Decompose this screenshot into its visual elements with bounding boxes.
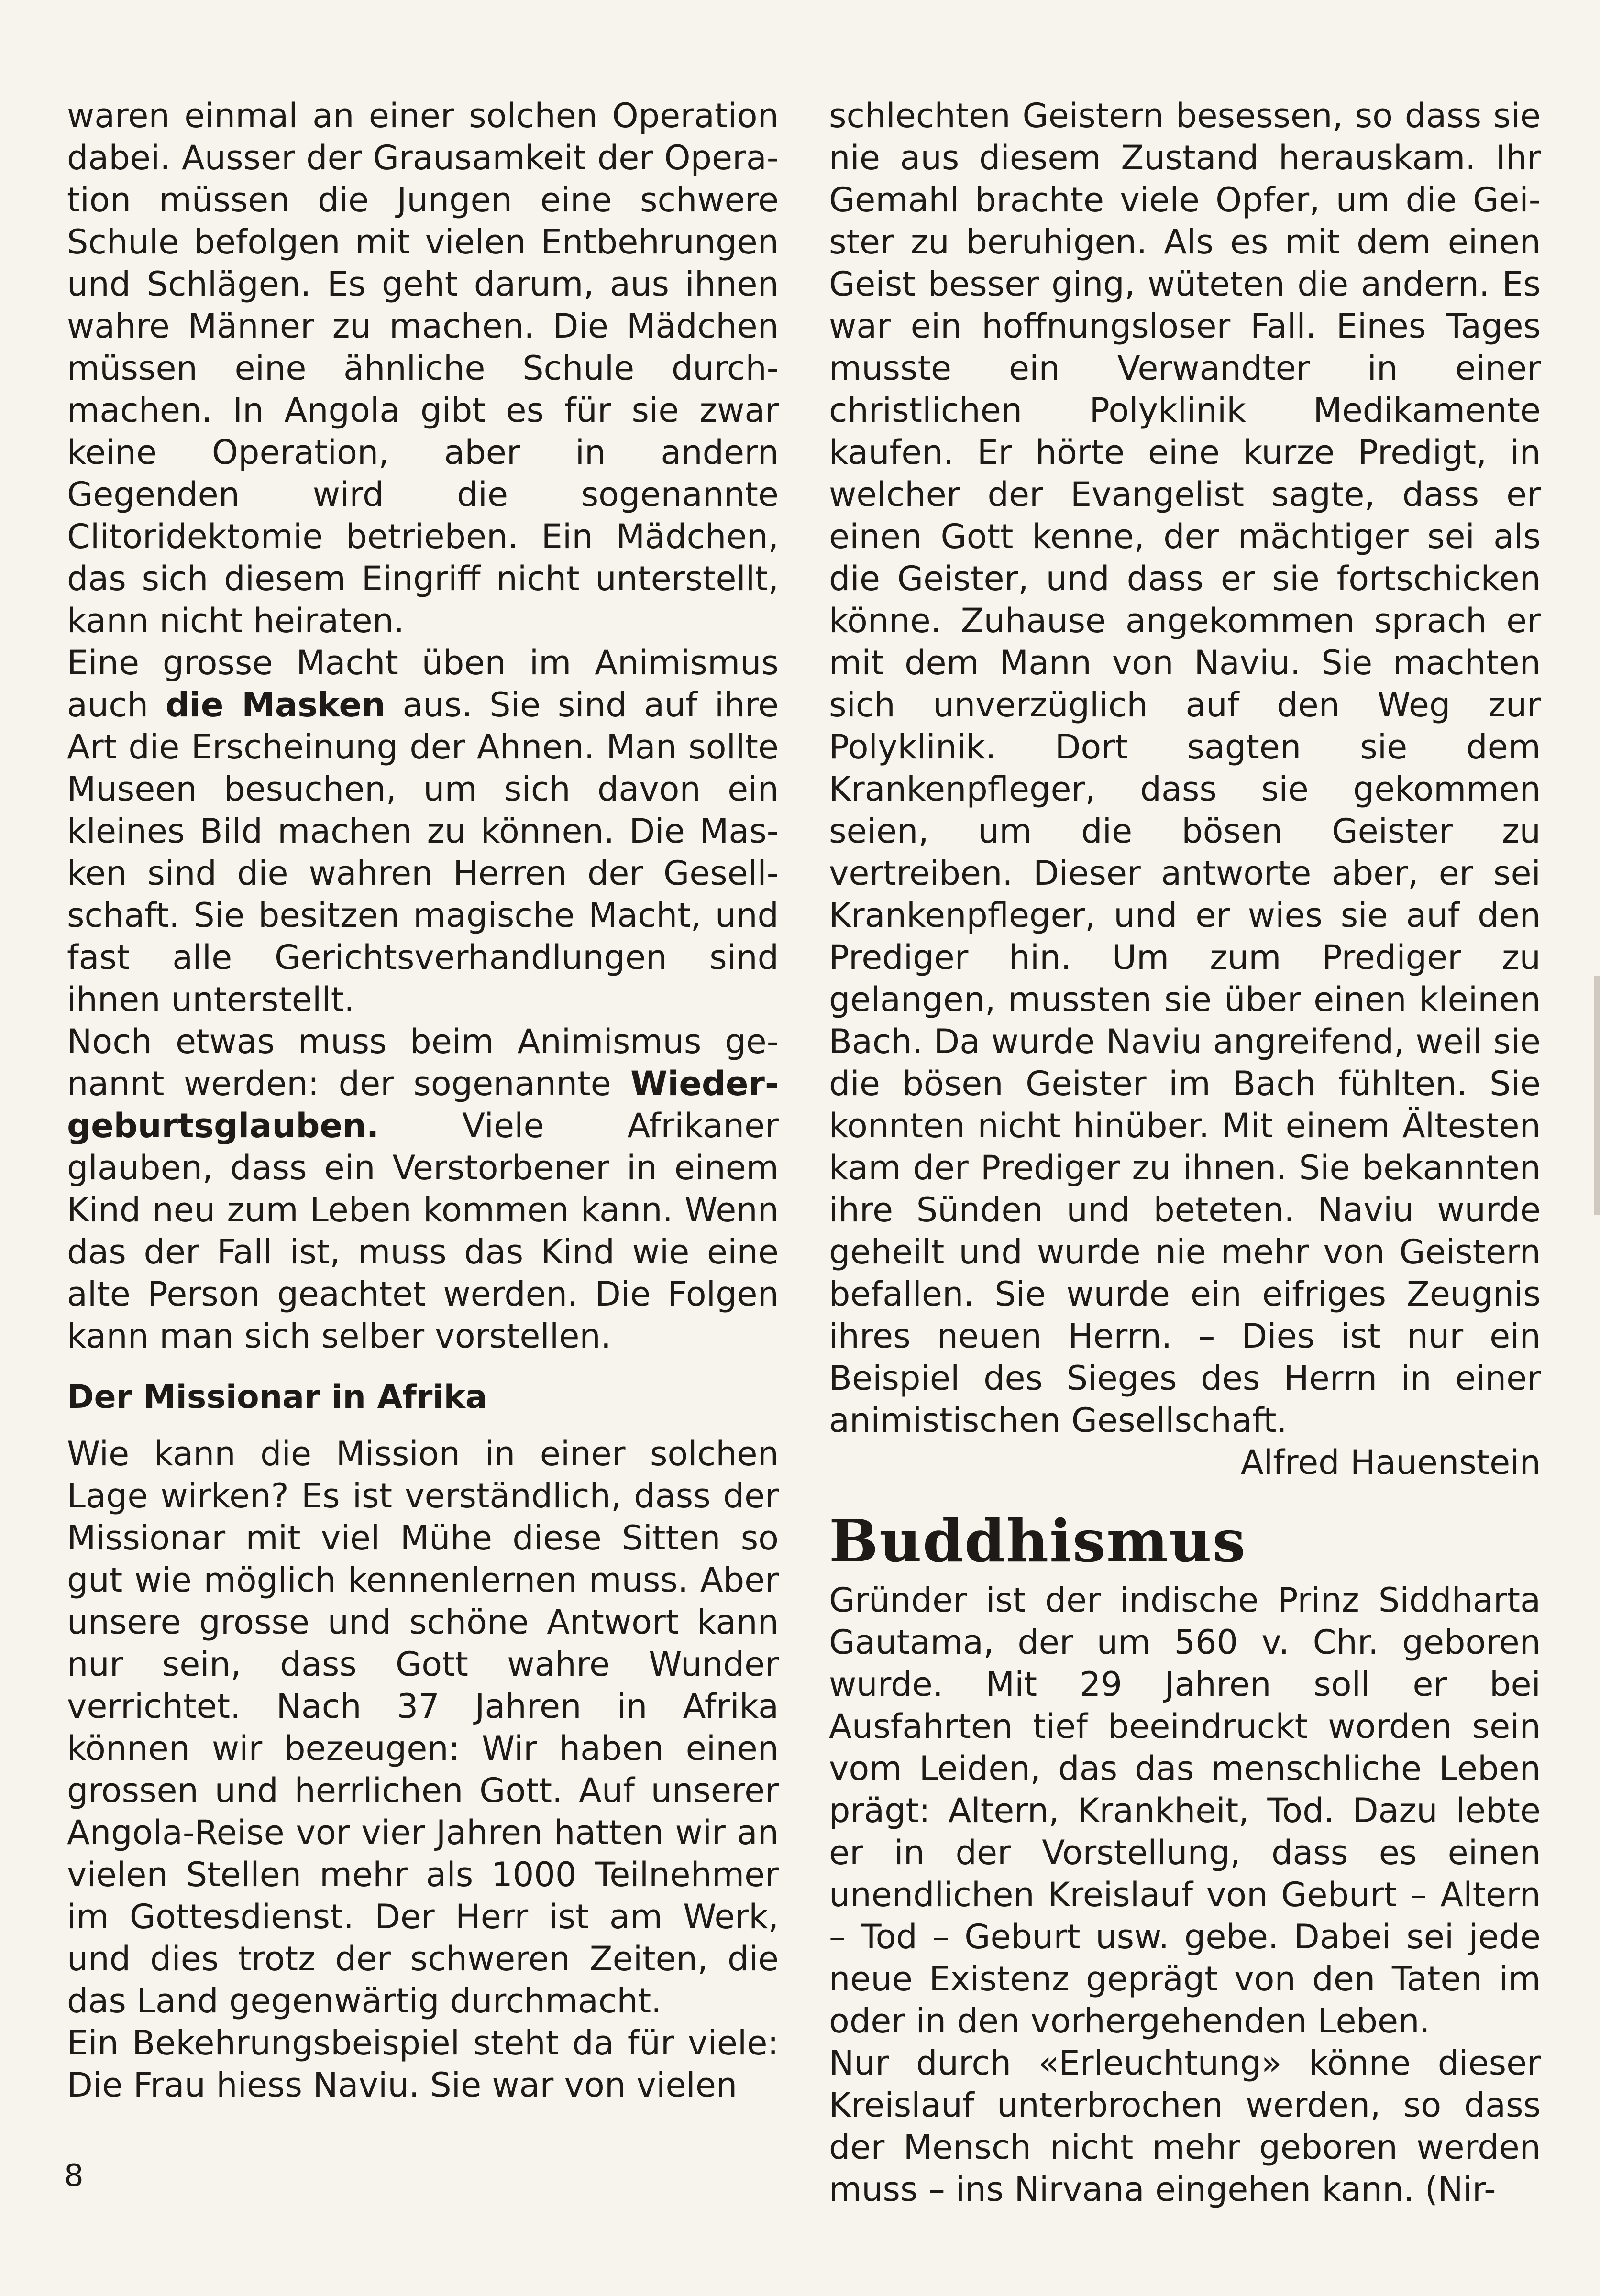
rebirth-term: Wiedergeburtsglauben.	[67, 1064, 779, 1145]
page-edge-shadow	[1594, 976, 1600, 1215]
example-paragraph-continued: schlechten Geistern besessen, so dass sie nie aus diesem Zustand herauskam. Ihr Gemahl brachte viele Opfer, um die Geister zu beruhigen. Als es mit dem einen Geist besser ging, wüteten die andern. Es war ein hoffnungsloser Fall. Eines Tages musste ein Verwandter in einer christlichen Polyklinik Medikamente kaufen. Er hörte eine kurze Predigt, in welcher der Evangelist sagte, dass er einen Gott kenne, der mächtiger sei als die Geister, und dass er sie fortschicken könne. Zuhause angekommen sprach er mit dem Mann von Naviu. Sie machten sich unverzüglich auf den Weg zur Polyklinik. Dort sagten sie dem Krankenpfleger, dass sie gekommen seien, um die bösen Geister zu vertreiben. Dieser antworte aber, er sei Krankenpfleger, und er wies sie auf den Prediger hin. Um zum Prediger zu gelangen, mussten sie über einen kleinen Bach. Da wurde Naviu angreifend, weil sie die bösen Geister im Bach fühlten. Sie konnten nicht hinüber. Mit einem Ältesten kam der Prediger zu ihnen. Sie bekannten ihre Sünden und beteten. Naviu wurde geheilt und wurde nie mehr von Geistern befallen. Sie wurde ein eifriges Zeugnis ihres neuen Herrn. – Dies ist nur ein Beispiel des Sieges des Herrn in einer animistischen Gesellschaft.	[829, 96, 1541, 1440]
left-column	[67, 95, 779, 2106]
author-signature: Alfred Hauenstein	[1240, 1443, 1541, 1482]
masks-text-post: aus. Sie sind auf ihre Art die Erscheinung der Ahnen. Man sollte Museen besuchen, um sich davon ein kleines Bild machen zu können. Die Masken sind die wahren Herren der Gesellschaft. Sie besitzen magische Macht, und fast alle Gerichtsverhandlungen sind ihnen unterstellt.	[67, 685, 779, 1019]
masks-text-pre: Eine grosse Macht üben im Animismus auch	[67, 643, 779, 725]
right-column	[829, 95, 1541, 2210]
mission-paragraph: Wie kann die Mission in einer solchen Lage wirken? Es ist verständlich, dass der Missionar mit viel Mühe diese Sitten so gut wie möglich kennenlernen muss. Aber unsere grosse und schöne Antwort kann nur sein, dass Gott wahre Wunder verrichtet. Nach 37 Jahren in Afrika können wir bezeugen: Wir haben einen grossen und herrlichen Gott. Auf unserer Angola-Reise vor vier Jahren hatten wir an vielen Stellen mehr als 1000 Teilnehmer im Gottesdienst. Der Herr ist am Werk, und dies trotz der schweren Zeiten, die das Land gegenwärtig durchmacht.	[67, 1434, 779, 2021]
rebirth-text-post: Viele Afrikaner glauben, dass ein Verstorbener in einem Kind neu zum Leben kommen kann. Wenn das der Fall ist, muss das Kind wie eine alte Person geachtet werden. Die Folgen kann man sich selber vorstellen.	[67, 1106, 779, 1356]
nirvana-paragraph: Nur durch «Erleuchtung» könne dieser Kreislauf unterbrochen werden, so dass der Mensch nicht mehr geboren werden muss – ins Nirvana eingehen kann. (Nir-	[829, 2043, 1541, 2209]
masks-paragraph	[67, 642, 779, 1021]
rebirth-paragraph	[67, 1021, 779, 1357]
buddhism-paragraph: Gründer ist der indische Prinz Siddharta Gautama, der um 560 v. Chr. geboren wurde. Mit 29 Jahren soll er bei Ausfahrten tief beeindruckt worden sein vom Leiden, das das menschliche Leben prägt: Altern, Krankheit, Tod. Dazu lebte er in der Vorstellung, dass es einen unendlichen Kreislauf von Geburt – Altern – Tod – Geburt usw. gebe. Dabei sei jede neue Existenz geprägt von den Taten im oder in den vorhergehenden Leben.	[829, 1581, 1541, 2041]
rebirth-text-pre: Noch etwas muss beim Animismus genannt werden: der sogenannte	[67, 1022, 779, 1103]
buddhism-heading: Buddhismus	[829, 1506, 1247, 1575]
masks-term: die Masken	[165, 685, 386, 725]
missionary-subheading: Der Missionar in Afrika	[67, 1378, 487, 1416]
operation-paragraph: waren einmal an einer solchen Operation dabei. Ausser der Grausamkeit der Operation müssen die Jungen eine schwere Schule befolgen mit vielen Entbehrungen und Schlägen. Es geht darum, aus ihnen wahre Männer zu machen. Die Mädchen müssen eine ähnliche Schule durchmachen. In Angola gibt es für sie zwar keine Operation, aber in andern Gegenden wird die sogenannte Clitoridektomie betrieben. Ein Mädchen, das sich diesem Eingriff nicht unterstellt, kann nicht heiraten.	[67, 96, 779, 640]
page-number: 8	[64, 2158, 84, 2194]
example-paragraph-start: Ein Bekehrungsbeispiel steht da für viele: Die Frau hiess Naviu. Sie war von vielen	[67, 2023, 779, 2105]
